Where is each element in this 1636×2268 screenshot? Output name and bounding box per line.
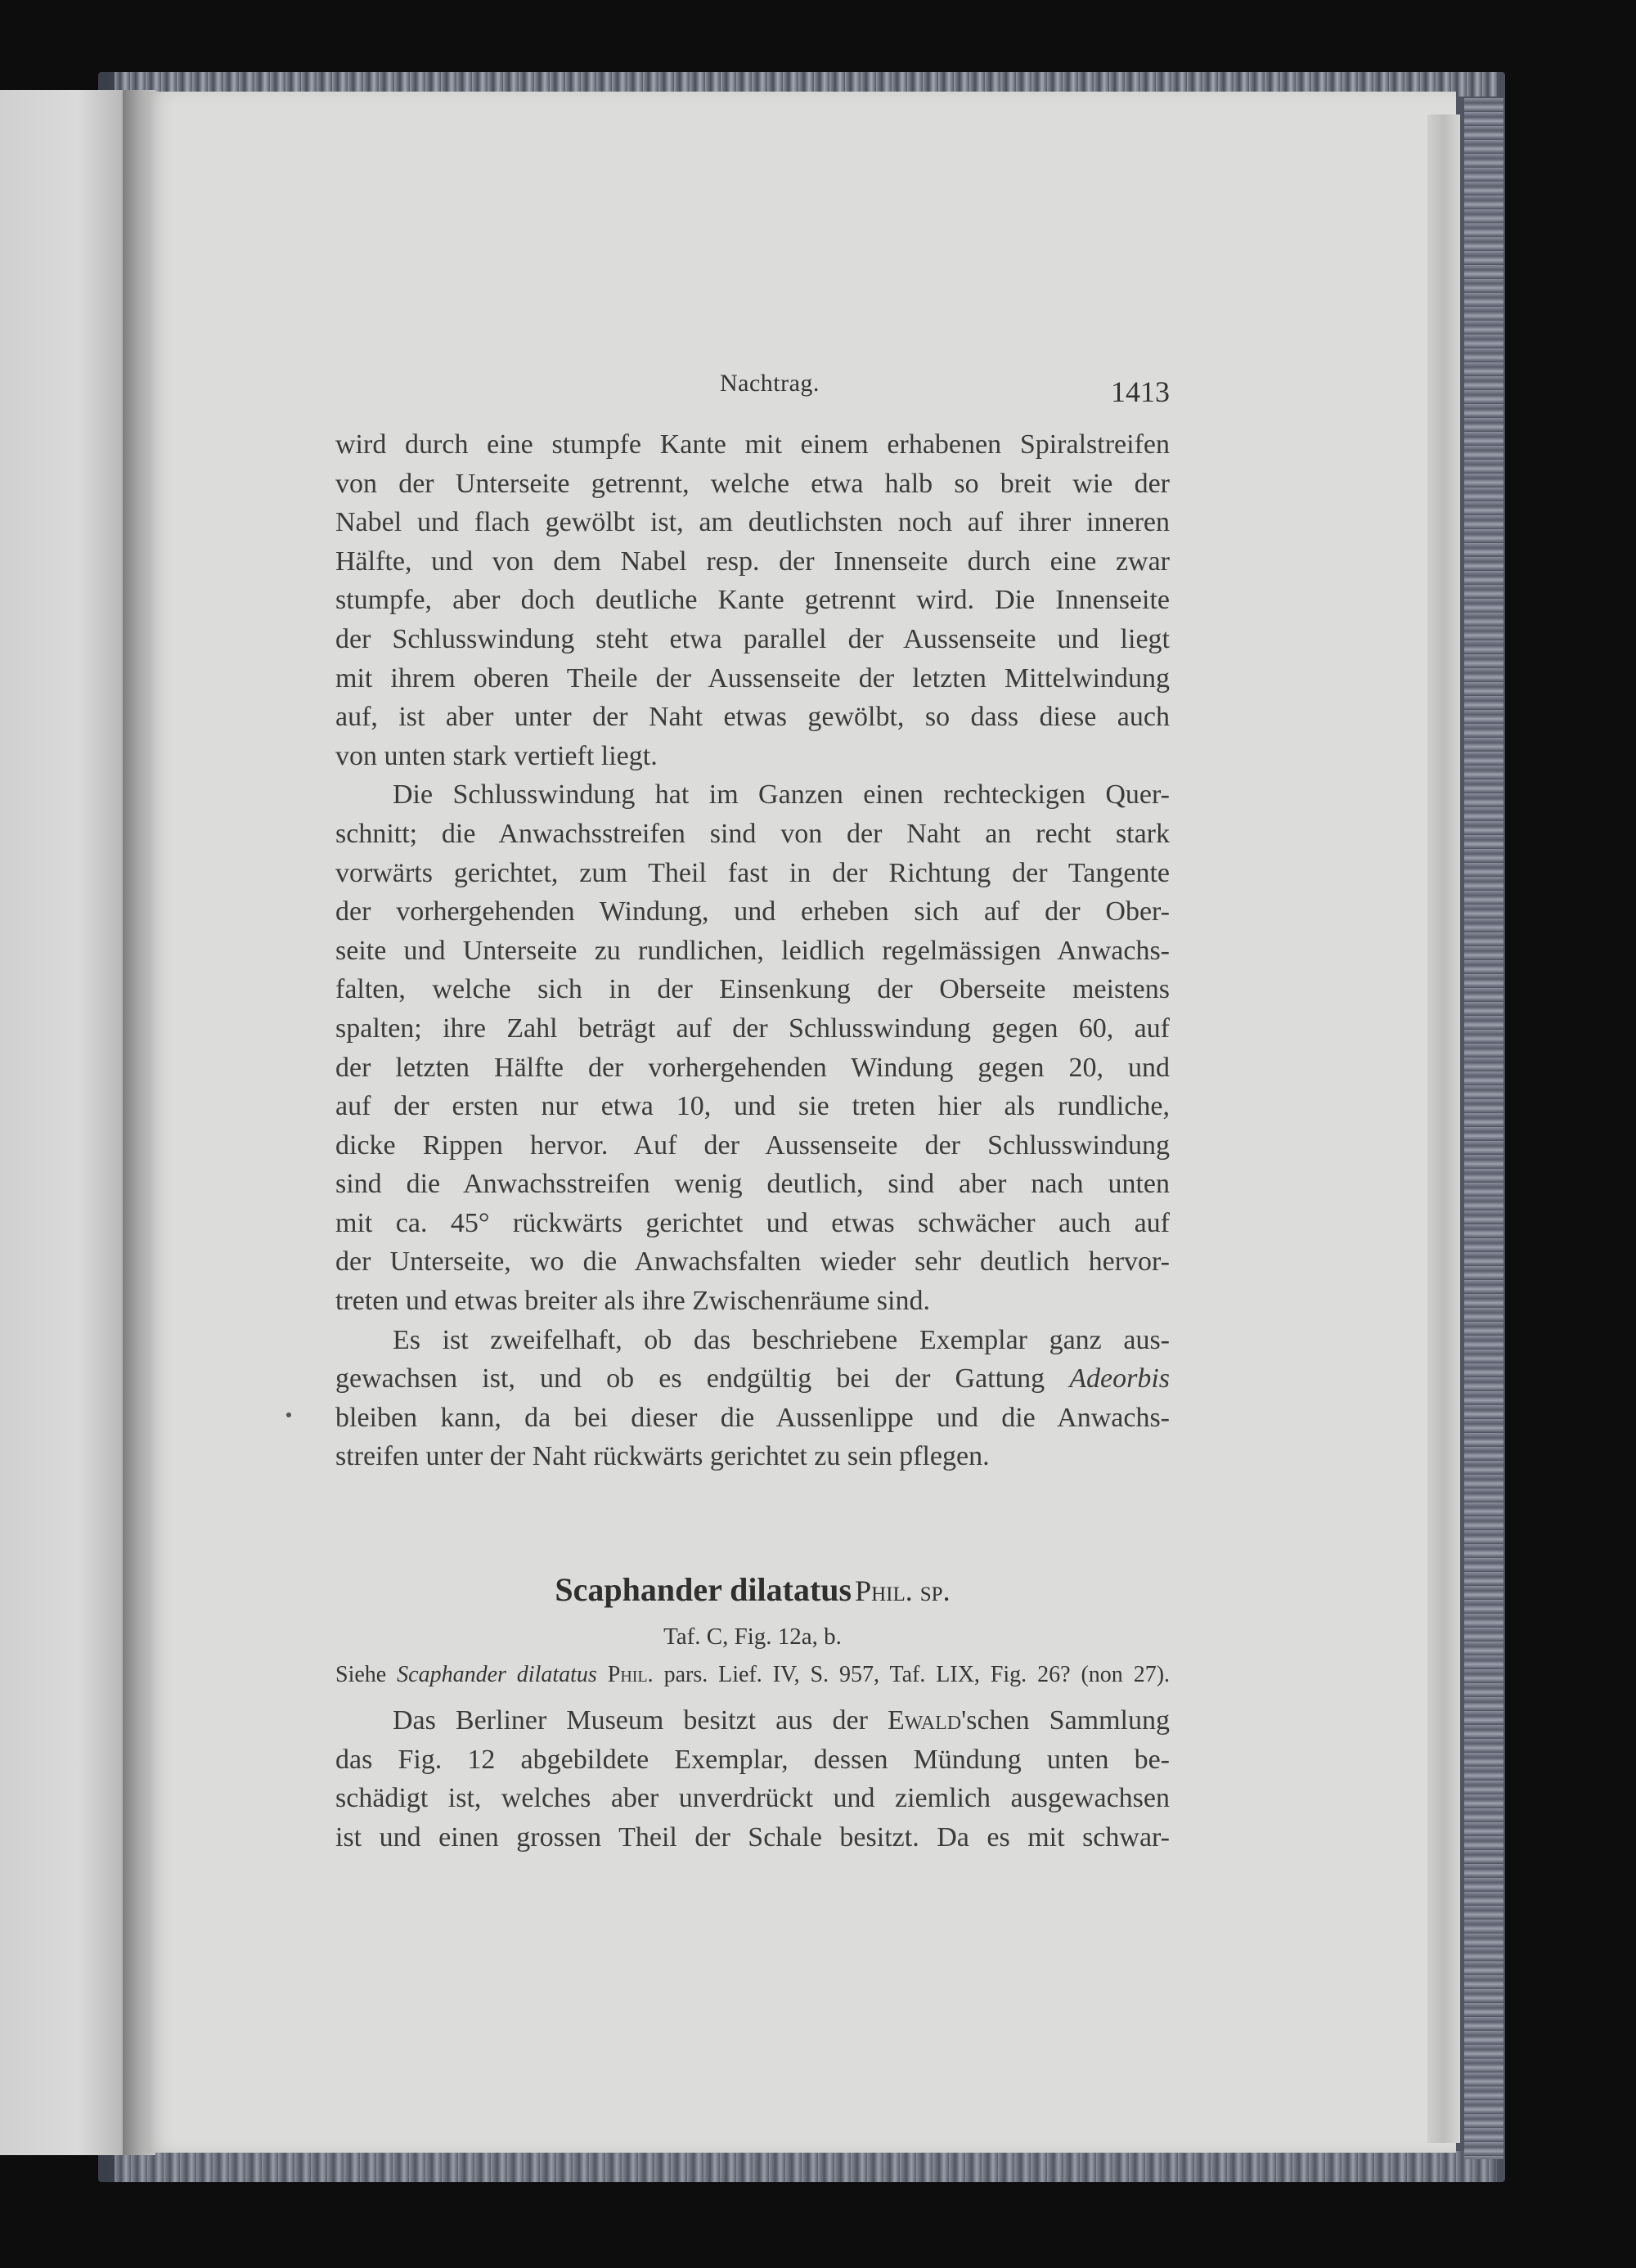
text-fragment: 'schen Sammlung bbox=[961, 1705, 1171, 1736]
text-line-with-name bbox=[335, 1701, 1170, 1740]
text-line: spalten; ihre Zahl beträgt auf der Schlusswindung gegen 60, auf bbox=[335, 1013, 1170, 1044]
left-page bbox=[0, 90, 131, 2155]
body-text bbox=[335, 425, 1170, 1476]
text-line: Die Schlusswindung hat im Ganzen einen rechteckigen Quer- bbox=[393, 779, 1170, 811]
text-fragment: gewachsen ist, und ob es endgültig bei der Gattung bbox=[335, 1363, 1045, 1394]
text-line: der Unterseite, wo die Anwachsfalten wieder sehr deutlich hervor- bbox=[335, 1246, 1170, 1278]
text-line: von der Unterseite getrennt, welche etwa halb so breit wie der bbox=[335, 468, 1170, 499]
text-line: falten, welche sich in der Einsenkung der Oberseite meistens bbox=[335, 974, 1170, 1005]
text-line: stumpfe, aber doch deutliche Kante getrennt wird. Die Innenseite bbox=[335, 585, 1170, 616]
reference-citation: pars. Lief. IV, S. 957, Taf. LIX, Fig. 26? (non 27). bbox=[663, 1662, 1171, 1687]
text-line: auf, ist aber unter der Naht etwas gewölbt, so dass diese auch bbox=[335, 702, 1170, 733]
text-line: der vorhergehenden Windung, und erheben sich auf der Ober- bbox=[335, 896, 1170, 927]
collector-name: Ewald bbox=[888, 1705, 962, 1736]
plate-reference: Taf. C, Fig. 12a, b. bbox=[663, 1624, 842, 1650]
text-line: seite und Unterseite zu rundlichen, leidlich regelmässigen Anwachs- bbox=[335, 935, 1170, 966]
text-line: von unten stark vertieft liegt. bbox=[335, 740, 658, 771]
text-line: dicke Rippen hervor. Auf der Aussenseite der Schlusswindung bbox=[335, 1130, 1170, 1161]
text-line: Nabel und flach gewölbt ist, am deutlichsten noch auf ihrer inneren bbox=[335, 507, 1170, 538]
text-line: ist und einen grossen Theil der Schale besitzt. Da es mit schwar- bbox=[335, 1821, 1170, 1853]
text-line: das Fig. 12 abgebildete Exemplar, dessen Mündung unten be- bbox=[335, 1744, 1170, 1775]
text-line: Hälfte, und von dem Nabel resp. der Innenseite durch eine zwar bbox=[335, 546, 1170, 577]
text-line: vorwärts gerichtet, zum Theil fast in der Richtung der Tangente bbox=[335, 857, 1170, 888]
text-line: wird durch eine stumpfe Kante mit einem erhabenen Spiralstreifen bbox=[335, 429, 1170, 460]
page-edge bbox=[1427, 115, 1460, 2143]
text-line: Es ist zweifelhaft, ob das beschriebene Exemplar ganz aus- bbox=[393, 1324, 1170, 1355]
species-name: Scaphander dilatatus bbox=[555, 1571, 852, 1608]
genus-name: Adeorbis bbox=[1069, 1363, 1171, 1394]
running-head bbox=[335, 370, 1170, 411]
text-line: sind die Anwachsstreifen wenig deutlich, sind aber nach unten bbox=[335, 1169, 1170, 1200]
running-title: Nachtrag. bbox=[720, 370, 820, 397]
cover-bottom-edge bbox=[115, 2151, 1497, 2182]
text-line-with-genus bbox=[335, 1359, 1170, 1399]
text-line: treten und etwas breiter als ihre Zwischenräume sind. bbox=[335, 1286, 930, 1317]
margin-mark bbox=[286, 1412, 291, 1417]
text-line: mit ihrem oberen Theile der Aussenseite der letzten Mittelwindung bbox=[335, 662, 1170, 694]
cover-right-edge bbox=[1464, 98, 1503, 2159]
text-line: schnitt; die Anwachsstreifen sind von der Naht an recht stark bbox=[335, 818, 1170, 849]
reference-taxon: Scaphander dilatatus bbox=[397, 1662, 597, 1687]
reference-prefix: Siehe bbox=[335, 1662, 387, 1687]
text-line: auf der ersten nur etwa 10, und sie treten hier als rundliche, bbox=[335, 1091, 1170, 1122]
text-line: der letzten Hälfte der vorhergehenden Windung gegen 20, und bbox=[335, 1052, 1170, 1083]
text-line: schädigt ist, welches aber unverdrückt und ziemlich ausgewachsen bbox=[335, 1783, 1170, 1814]
body-text-species bbox=[335, 1701, 1170, 1857]
text-line: streifen unter der Naht rückwärts gerichtet zu sein pflegen. bbox=[335, 1441, 990, 1472]
synonymy-reference bbox=[335, 1662, 1170, 1688]
text-line: bleiben kann, da bei dieser die Aussenlippe und die Anwachs- bbox=[335, 1402, 1170, 1433]
species-author: Phil. sp. bbox=[855, 1574, 951, 1607]
text-line: der Schlusswindung steht etwa parallel der Aussenseite und liegt bbox=[335, 623, 1170, 654]
species-heading bbox=[335, 1570, 1170, 1609]
text-line: mit ca. 45° rückwärts gerichtet und etwas schwächer auch auf bbox=[335, 1207, 1170, 1238]
page-number: 1413 bbox=[1111, 375, 1170, 408]
reference-author: Phil. bbox=[607, 1662, 654, 1687]
text-fragment: Das Berliner Museum besitzt aus der bbox=[393, 1705, 868, 1736]
